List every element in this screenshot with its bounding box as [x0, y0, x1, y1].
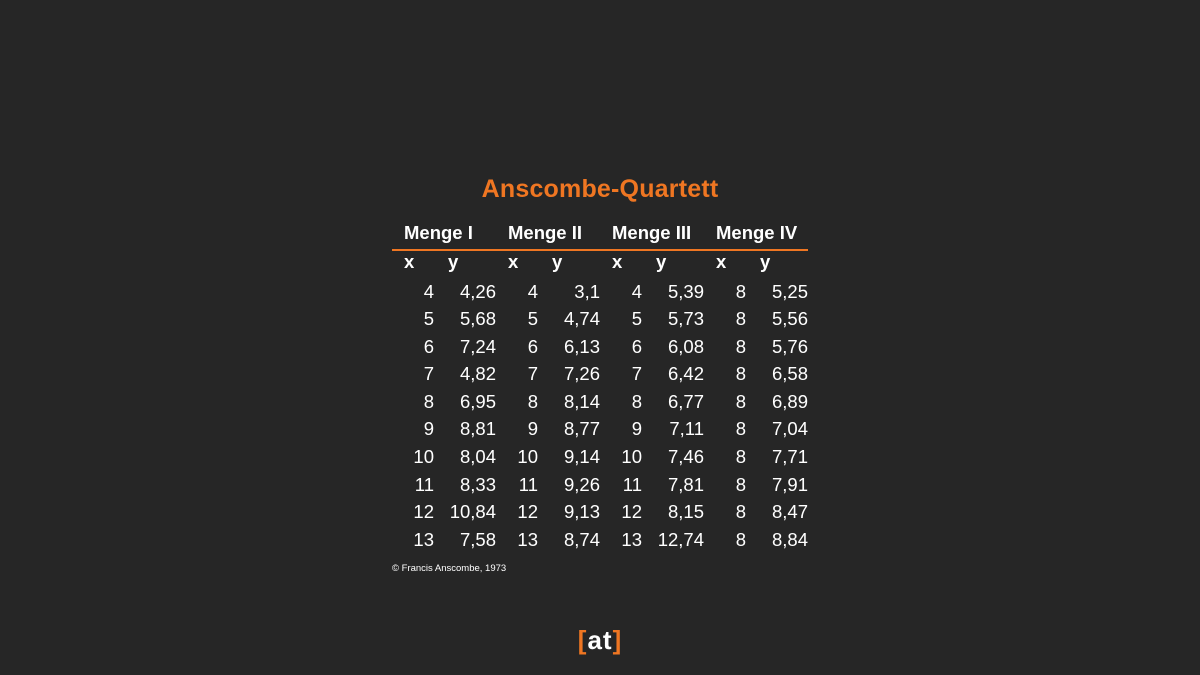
cell-y: 4,74 — [563, 308, 600, 330]
cell-y: 7,04 — [771, 418, 808, 440]
cell-x: 13 — [413, 528, 434, 550]
table-row — [392, 361, 808, 389]
cell-y: 7,46 — [667, 446, 704, 468]
cell-y: 6,42 — [667, 363, 704, 385]
cell-y: 5,39 — [667, 280, 704, 302]
sub-header-row — [392, 250, 808, 278]
cell-x: 5 — [423, 308, 434, 330]
cell-y: 5,68 — [459, 308, 496, 330]
sub-header-y-1: y — [448, 251, 459, 272]
cell-y: 5,56 — [771, 308, 808, 330]
cell-x: 8 — [423, 390, 434, 412]
brand-logo — [0, 625, 1200, 656]
group-header-row — [392, 222, 808, 250]
cell-y: 6,95 — [459, 390, 496, 412]
cell-x: 7 — [527, 363, 538, 385]
cell-y: 5,25 — [771, 280, 808, 302]
source-credit: © Francis Anscombe, 1973 — [392, 562, 507, 574]
cell-x: 9 — [631, 418, 642, 440]
cell-x: 8 — [527, 390, 538, 412]
cell-y: 8,81 — [459, 418, 496, 440]
sub-header-y-2: y — [552, 251, 563, 272]
logo-right-bracket: ] — [612, 625, 623, 655]
cell-y: 8,15 — [667, 501, 704, 523]
cell-x: 11 — [518, 473, 538, 495]
table-row — [392, 333, 808, 361]
cell-x: 6 — [527, 335, 538, 357]
cell-x: 8 — [735, 363, 746, 385]
cell-y: 7,26 — [563, 363, 600, 385]
cell-y: 10,84 — [449, 501, 496, 523]
cell-y: 8,74 — [563, 528, 600, 550]
sub-header-x-4: x — [716, 251, 727, 272]
cell-y: 8,84 — [771, 528, 808, 550]
cell-x: 13 — [517, 528, 538, 550]
cell-x: 8 — [735, 501, 746, 523]
sub-header-x-3: x — [612, 251, 623, 272]
sub-header-y-4: y — [760, 251, 771, 272]
cell-y: 7,71 — [771, 446, 808, 468]
cell-y: 7,58 — [459, 528, 496, 550]
group-header-menge-2: Menge II — [496, 222, 600, 250]
cell-y: 8,04 — [459, 446, 496, 468]
cell-x: 4 — [423, 280, 434, 302]
table-row — [392, 306, 808, 334]
sub-header-x-2: x — [508, 251, 519, 272]
group-header-menge-4: Menge IV — [704, 222, 808, 250]
cell-x: 11 — [622, 473, 642, 495]
cell-x: 10 — [413, 446, 434, 468]
cell-y: 7,24 — [459, 335, 496, 357]
sub-header-x-1: x — [404, 251, 415, 272]
cell-y: 4,26 — [459, 280, 496, 302]
cell-y: 5,73 — [667, 308, 704, 330]
cell-y: 6,08 — [667, 335, 704, 357]
cell-y: 8,33 — [459, 473, 496, 495]
cell-x: 12 — [621, 501, 642, 523]
logo-word: at — [587, 625, 613, 655]
table-container — [392, 222, 808, 574]
table-body — [392, 278, 808, 554]
cell-x: 12 — [517, 501, 538, 523]
cell-y: 7,91 — [771, 473, 808, 495]
cell-x: 6 — [631, 335, 642, 357]
cell-x: 6 — [423, 335, 434, 357]
cell-x: 4 — [631, 280, 642, 302]
cell-x: 8 — [735, 418, 746, 440]
table-row — [392, 444, 808, 472]
table-head — [392, 222, 808, 278]
cell-x: 4 — [527, 280, 538, 302]
cell-x: 5 — [527, 308, 538, 330]
cell-y: 8,14 — [563, 390, 600, 412]
cell-x: 8 — [735, 528, 746, 550]
group-header-menge-1: Menge I — [392, 222, 496, 250]
cell-x: 8 — [631, 390, 642, 412]
cell-y: 12,74 — [657, 528, 704, 550]
cell-x: 10 — [621, 446, 642, 468]
cell-x: 9 — [423, 418, 434, 440]
cell-y: 8,47 — [771, 501, 808, 523]
slide-content — [0, 175, 1200, 574]
cell-y: 3,1 — [574, 280, 600, 302]
table-row — [392, 499, 808, 527]
page-title: Anscombe-Quartett — [481, 175, 719, 203]
anscombe-table — [392, 222, 808, 554]
cell-x: 8 — [735, 280, 746, 302]
cell-y: 6,89 — [771, 390, 808, 412]
sub-header-y-3: y — [656, 251, 667, 272]
cell-y: 7,81 — [667, 473, 704, 495]
cell-x: 8 — [735, 308, 746, 330]
cell-y: 5,76 — [771, 335, 808, 357]
cell-y: 6,13 — [563, 335, 600, 357]
cell-y: 9,14 — [563, 446, 600, 468]
cell-y: 7,11 — [669, 418, 704, 440]
table-row — [392, 278, 808, 306]
cell-x: 8 — [735, 390, 746, 412]
cell-x: 8 — [735, 335, 746, 357]
cell-y: 4,82 — [459, 363, 496, 385]
table-row — [392, 471, 808, 499]
cell-x: 9 — [527, 418, 538, 440]
cell-x: 11 — [414, 473, 434, 495]
cell-x: 5 — [631, 308, 642, 330]
cell-x: 12 — [413, 501, 434, 523]
table-row — [392, 526, 808, 554]
group-header-menge-3: Menge III — [600, 222, 704, 250]
cell-x: 10 — [517, 446, 538, 468]
cell-y: 9,26 — [563, 473, 600, 495]
cell-y: 8,77 — [563, 418, 600, 440]
cell-x: 7 — [631, 363, 642, 385]
table-row — [392, 416, 808, 444]
cell-x: 13 — [621, 528, 642, 550]
cell-y: 6,58 — [771, 363, 808, 385]
cell-x: 8 — [735, 473, 746, 495]
cell-y: 9,13 — [563, 501, 600, 523]
cell-x: 7 — [423, 363, 434, 385]
table-row — [392, 388, 808, 416]
cell-x: 8 — [735, 446, 746, 468]
logo-left-bracket: [ — [577, 625, 588, 655]
cell-y: 6,77 — [667, 390, 704, 412]
